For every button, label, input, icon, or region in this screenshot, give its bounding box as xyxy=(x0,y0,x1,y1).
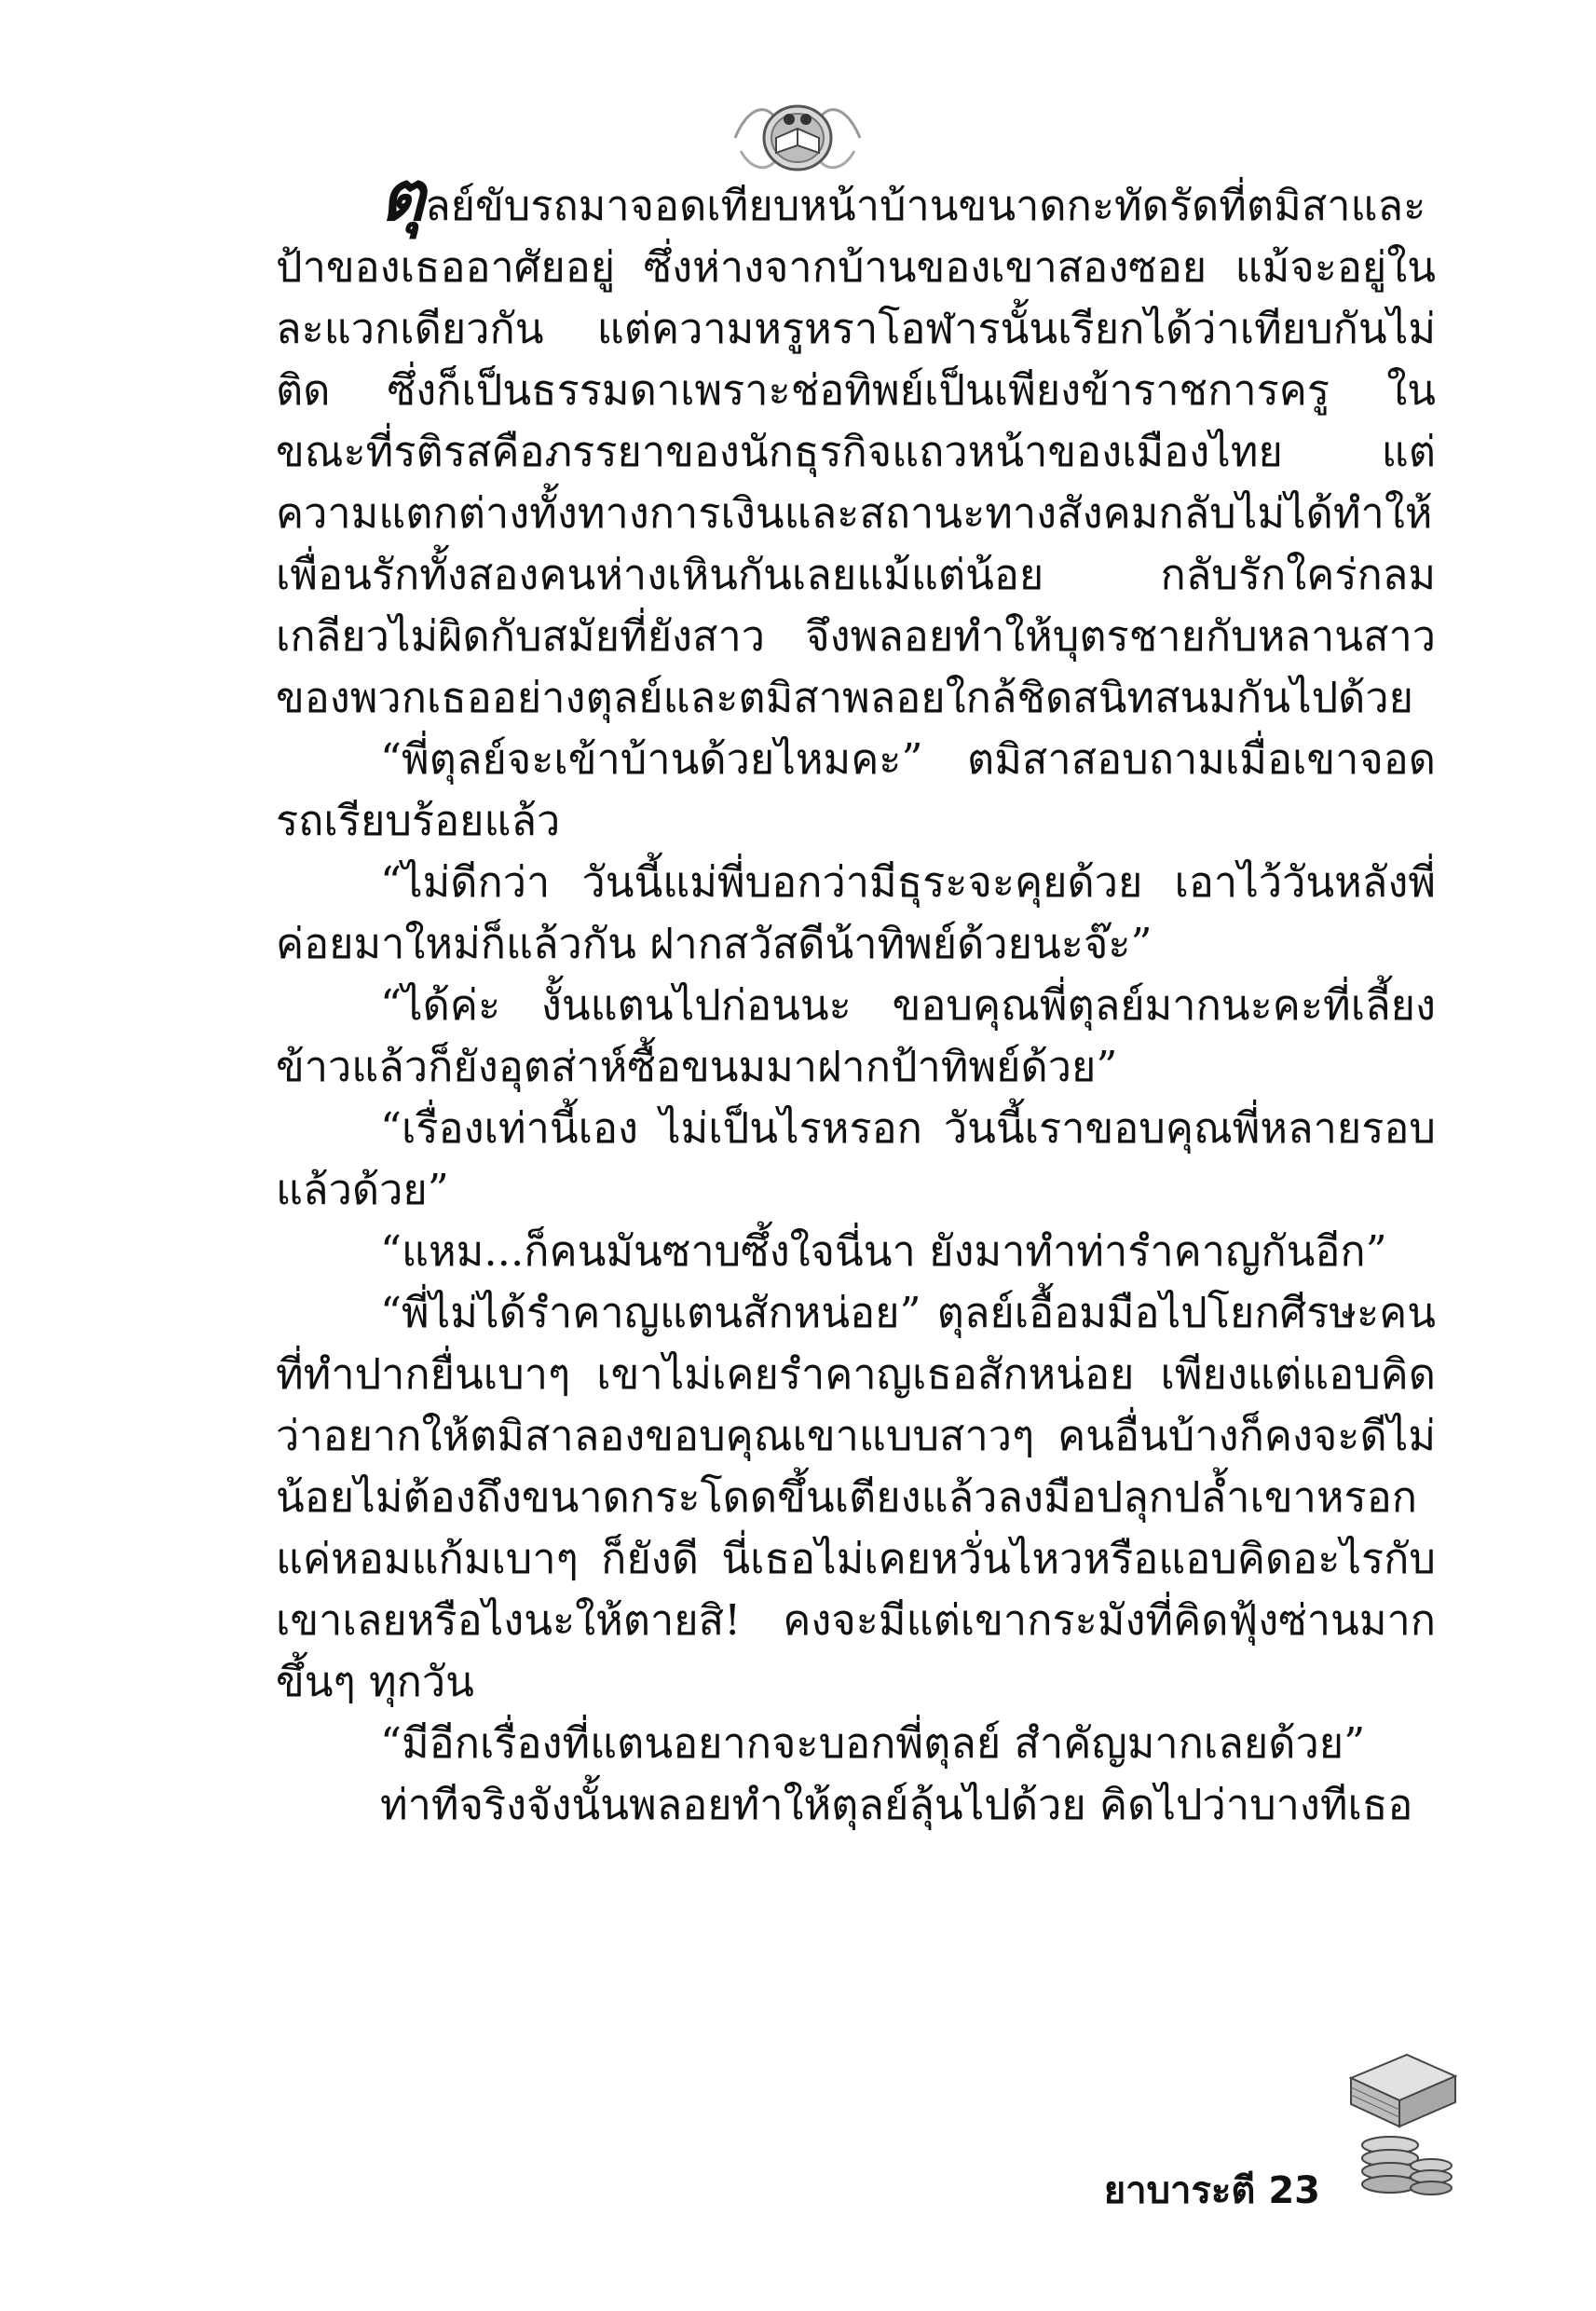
story-text xyxy=(276,157,1436,1836)
paragraph-7: “พี่ไม่ได้รำคาญแตนสักหน่อย” ตุลย์เอื้อมมือไปโยกศีรษะคนที่ทำปากยื่นเบาๆ เขาไม่เคยรำคาญเธอสักหน่อย เพียงแต่แอบคิดว่าอยากให้ตมิสาลองขอบคุณเขาแบบสาวๆ คนอื่นบ้างก็คงจะดีไม่น้อยไม่ต้องถึงขนาดกระโดดขึ้นเตียงแล้วลงมือปลุกปล้ำเขาหรอก แค่หอมแก้มเบาๆ ก็ยังดี นี่เธอไม่เคยหวั่นไหวหรือแอบคิดอะไรกับเขาเลยหรือไงนะให้ตายสิ! คงจะมีแต่เขากระมังที่คิดฟุ้งซ่านมากขึ้นๆ ทุกวัน xyxy=(276,1288,1436,1706)
page-number: 23 xyxy=(1268,2169,1320,2212)
page-footer xyxy=(1104,2160,1320,2220)
book-title: ยาบาระตี xyxy=(1103,2169,1256,2212)
paragraph-8: “มีอีกเรื่องที่แตนอยากจะบอกพี่ตุลย์ สำคัญมากเลยด้วย” xyxy=(380,1718,1366,1768)
paragraph-1-text: ลย์ขับรถมาจอดเทียบหน้าบ้านขนาดกะทัดรัดที่ตมิสาและป้าของเธออาศัยอยู่ ซึ่งห่างจากบ้านของเขาสองซอย แม้จะอยู่ในละแวกเดียวกัน แต่ความหรูหราโอฬารนั้นเรียกได้ว่าเทียบกันไม่ติด ซึ่งก็เป็นธรรมดาเพราะช่อทิพย์เป็นเพียงข้าราชการครู ในขณะที่รติรสคือภรรยาของนักธุรกิจแถวหน้าของเมืองไทย แต่ความแตกต่างทั้งทางการเงินและสถานะทางสังคมกลับไม่ได้ทำให้เพื่อนรักทั้งสองคนห่างเหินกันเลยแม้แต่น้อย กลับรักใคร่กลมเกลียวไม่ผิดกับสมัยที่ยังสาว จึงพลอยทำให้บุตรชายกับหลานสาวของพวกเธออย่างตุลย์และตมิสาพลอยใกล้ชิดสนิทสนมกันไปด้วย xyxy=(276,181,1436,722)
paragraph-5: “เรื่องเท่านี้เอง ไม่เป็นไรหรอก วันนี้เราขอบคุณพี่หลายรอบแล้วด้วย” xyxy=(276,1103,1436,1214)
paragraph-6: “แหม...ก็คนมันซาบซึ้งใจนี่นา ยังมาทำท่ารำคาญกันอีก” xyxy=(380,1226,1387,1276)
money-stack-icon xyxy=(1342,2190,1463,2208)
footer-decoration xyxy=(1342,2041,1463,2208)
paragraph-9: ท่าทีจริงจังนั้นพลอยทำให้ตุลย์ลุ้นไปด้วย คิดไปว่าบางทีเธอ xyxy=(380,1780,1413,1829)
paragraph-1 xyxy=(276,157,1436,729)
drop-cap: ตุ xyxy=(380,157,426,237)
paragraph-4: “ได้ค่ะ งั้นแตนไปก่อนนะ ขอบคุณพี่ตุลย์มากนะคะที่เลี้ยงข้าวแล้วก็ยังอุตส่าห์ซื้อขนมมาฝากป้าทิพย์ด้วย” xyxy=(276,980,1436,1091)
paragraph-2: “พี่ตุลย์จะเข้าบ้านด้วยไหมคะ” ตมิสาสอบถามเมื่อเขาจอดรถเรียบร้อยแล้ว xyxy=(276,734,1436,845)
paragraph-3: “ไม่ดีกว่า วันนี้แม่พี่บอกว่ามีธุระจะคุยด้วย เอาไว้วันหลังพี่ค่อยมาใหม่ก็แล้วกัน ฝากสวัสดีน้าทิพย์ด้วยนะจ๊ะ” xyxy=(276,857,1436,968)
